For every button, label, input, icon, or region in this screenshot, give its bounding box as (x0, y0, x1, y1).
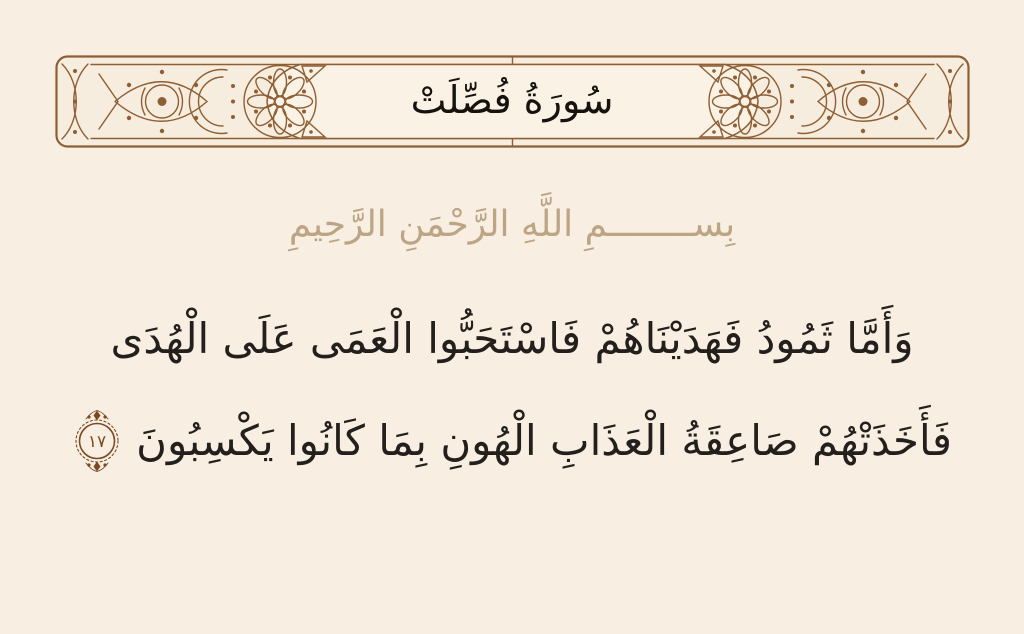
medallion-bottom-finial-icon (86, 462, 108, 472)
surah-header-band (55, 55, 970, 148)
verse-line-1: وَأَمَّا ثَمُودُ فَهَدَيْنَاهُمْ فَاسْتَحَبُّوا الْعَمَى عَلَى الْهُدَى (110, 314, 914, 364)
verse-text-block (0, 288, 1024, 492)
verse-line-2 (0, 390, 1024, 492)
verse-number: ١٧ (87, 432, 107, 453)
bismillah-calligraphy: بِســــــــمِ اللَّهِ الرَّحْمَنِ الرَّحِيمِ (288, 204, 736, 245)
surah-title: سُورَةُ فُصِّلَتْ (410, 77, 614, 122)
verse-line-2-text: فَأَخَذَتْهُمْ صَاعِقَةُ الْعَذَابِ الْهُونِ بِمَا كَانُوا يَكْسِبُونَ (136, 416, 952, 466)
quran-page (0, 55, 1024, 634)
medallion-top-finial-icon (86, 411, 108, 421)
verse-number-medallion (72, 409, 122, 473)
